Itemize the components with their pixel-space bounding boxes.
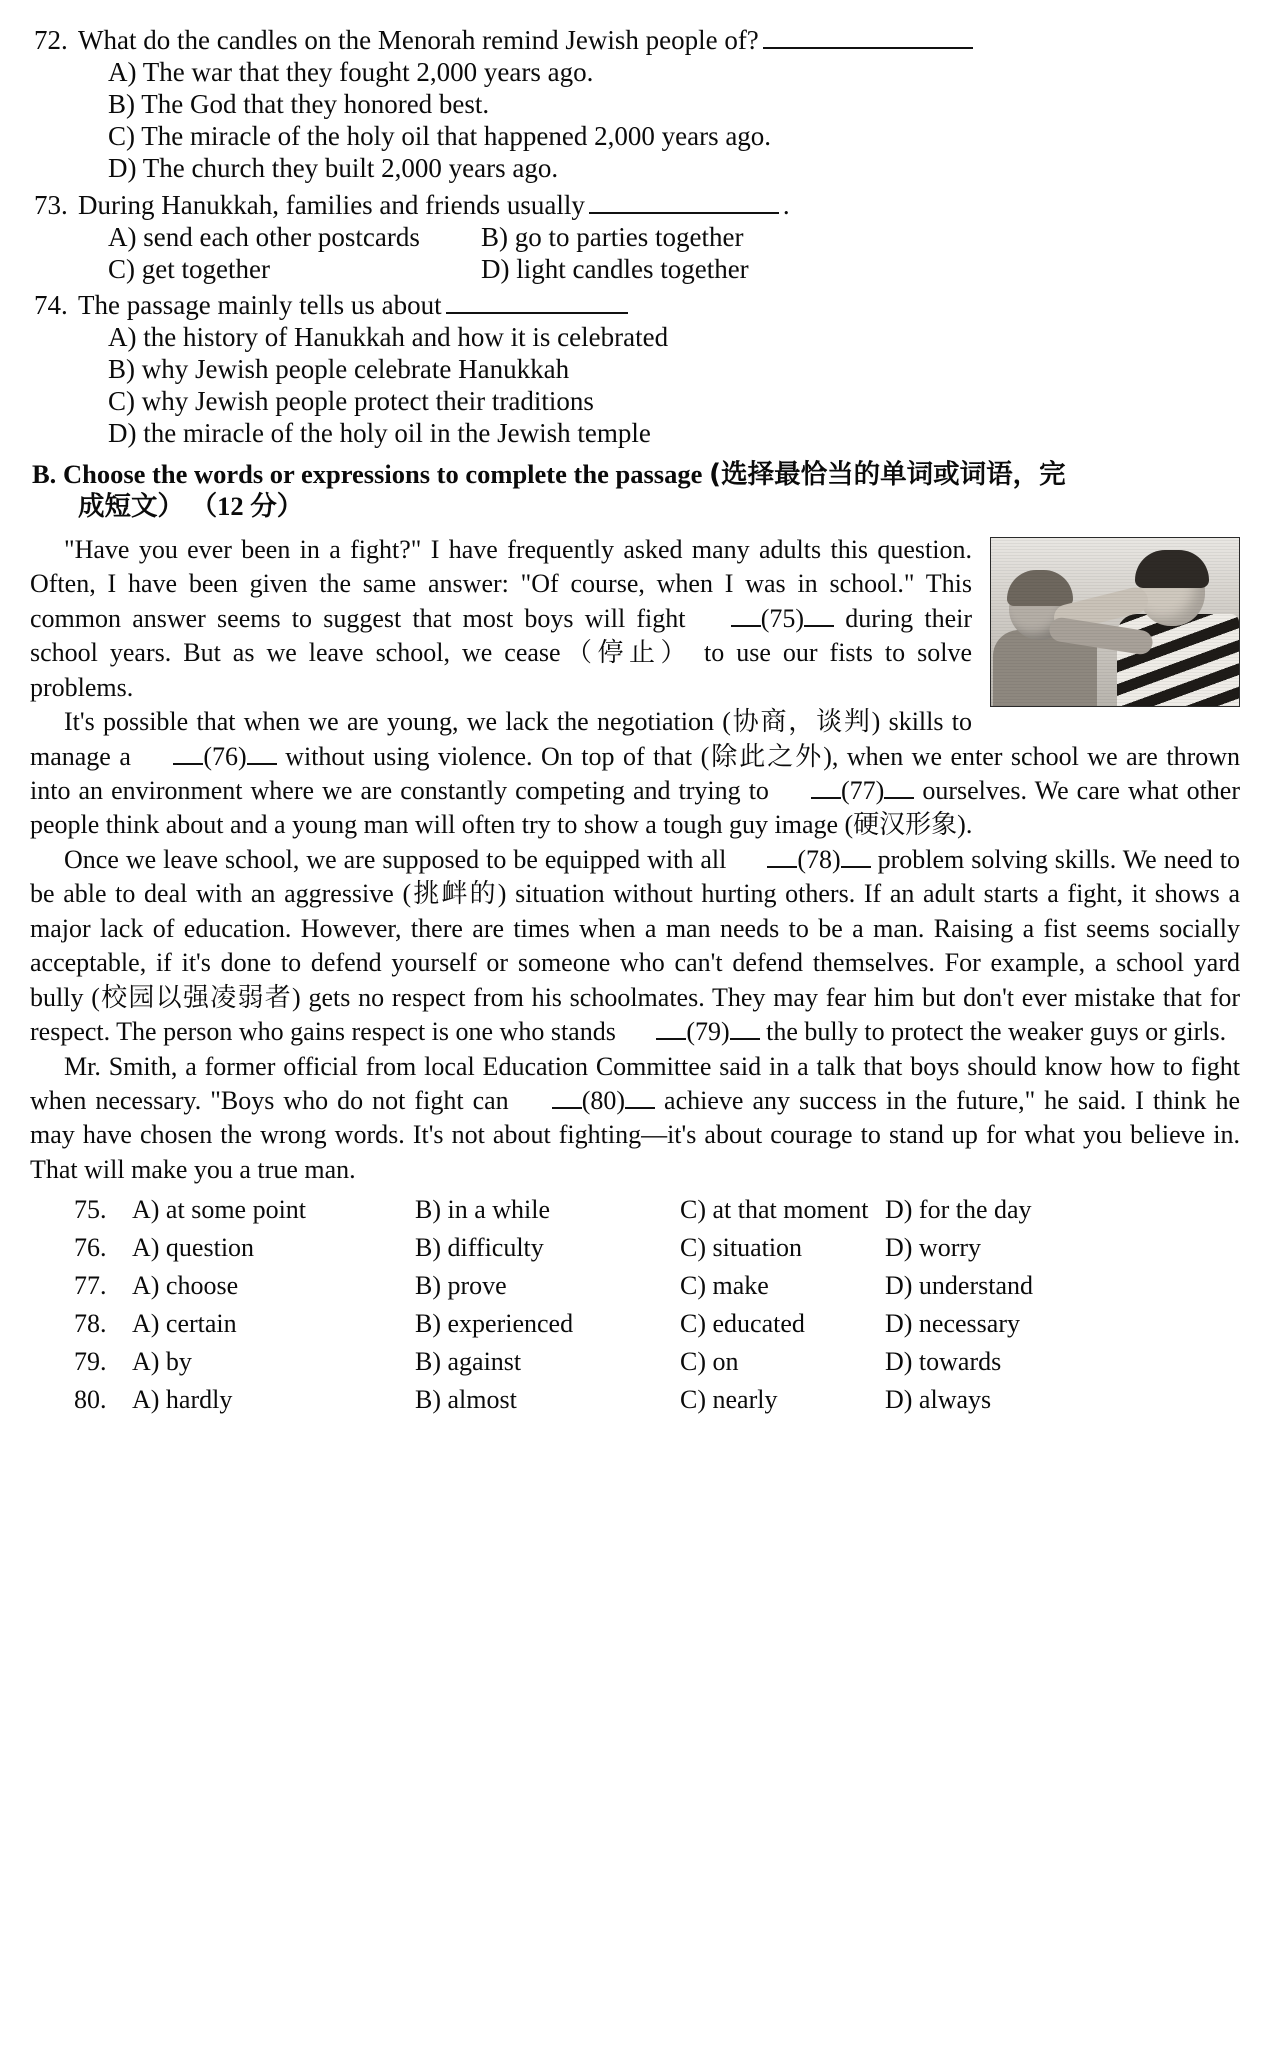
passage-p1-text-a: "Have you ever been in a fight?" I have frequently asked many adults this question. Often, I have been given the same answer: "Of course, when I was in school." This common answer seems to suggest that most boys will fight	[30, 534, 972, 633]
answer-row-76-number: 76.	[74, 1233, 107, 1263]
passage-p2-text-c: ourselves. We care what other people think about and a young man will often try to show a tough guy image (硬汉形象).	[30, 776, 1240, 840]
question-73-stem-tail: .	[782, 189, 790, 220]
cloze-blank-80-label: (80)	[581, 1085, 626, 1115]
answer-row-79-number: 79.	[74, 1347, 107, 1377]
question-74-option-a[interactable]: A) the history of Hanukkah and how it is celebrated	[108, 322, 669, 353]
passage-p1-text-b: during their school years. But as we leave school, we cease（停止） to use our fists to solve problems.	[30, 603, 972, 702]
answer-row-75-option-c[interactable]: C) at that moment	[680, 1195, 869, 1225]
answer-row-80-option-b[interactable]: B) almost	[415, 1385, 517, 1415]
answer-row-78	[74, 1311, 1240, 1337]
cloze-blank-78-label: (78)	[797, 844, 841, 874]
question-72	[30, 22, 1240, 182]
answer-row-80-option-a[interactable]: A) hardly	[132, 1385, 233, 1415]
passage-paragraph-2	[30, 705, 1240, 843]
section-b-marks: （12 分）	[190, 491, 304, 522]
question-74-option-b[interactable]: B) why Jewish people celebrate Hanukkah	[108, 354, 570, 385]
passage-p3-text-b: problem solving skills. We need to be able to deal with an aggressive (挑衅的) situation without hurting others. If an adult starts a fight, it shows a major lack of education. However, there are times when a man needs to be a man. Raising a fist seems socially acceptable, if it's done to defend yourself or someone who can't defend themselves. For example, a school yard bully (校园以强凌弱者) gets no respect from his schoolmates. They may fear him but don't ever mistake that for respect. The person who gains respect is one who stands	[30, 844, 1240, 1047]
answer-row-77-option-b[interactable]: B) prove	[415, 1271, 507, 1301]
answer-row-76-option-a[interactable]: A) question	[132, 1233, 255, 1263]
answer-row-75-number: 75.	[74, 1195, 107, 1225]
question-73-answer-blank[interactable]	[589, 187, 779, 214]
question-72-text: What do the candles on the Menorah remind Jewish people of?	[78, 24, 759, 55]
answer-row-77-option-a[interactable]: A) choose	[132, 1271, 239, 1301]
answer-row-79	[74, 1349, 1240, 1375]
question-73-stem	[30, 187, 1240, 219]
question-72-option-b[interactable]: B) The God that they honored best.	[108, 88, 490, 119]
cloze-blank-78[interactable]	[733, 843, 870, 877]
answer-row-78-option-a[interactable]: A) certain	[132, 1309, 237, 1339]
answer-row-76-option-b[interactable]: B) difficulty	[415, 1233, 544, 1263]
answer-row-78-option-c[interactable]: C) educated	[680, 1309, 805, 1339]
section-b-title-en: Choose the words or expressions to complete the passage	[62, 459, 703, 490]
cloze-passage	[30, 533, 1240, 1187]
passage-p4-text-b: achieve any success in the future," he said. I think he may have chosen the wrong words. It's not about fighting—it's about courage to stand up for what you believe in. That will make you a true man.	[30, 1085, 1240, 1184]
cloze-blank-79-label: (79)	[686, 1017, 730, 1047]
answer-row-77-option-c[interactable]: C) make	[680, 1271, 769, 1301]
answer-row-80-option-d[interactable]: D) always	[885, 1385, 992, 1415]
question-72-option-d[interactable]: D) The church they built 2,000 years ago.	[108, 152, 559, 183]
question-72-option-a[interactable]: A) The war that they fought 2,000 years ago.	[108, 56, 594, 87]
answer-row-76	[74, 1235, 1240, 1261]
question-73-number: 73.	[34, 189, 68, 220]
cloze-blank-79[interactable]	[622, 1015, 759, 1049]
question-73-text: During Hanukkah, families and friends usually	[78, 189, 585, 220]
answer-row-80-number: 80.	[74, 1385, 107, 1415]
question-73-option-d[interactable]: D) light candles together	[481, 253, 749, 284]
cloze-blank-76[interactable]	[139, 740, 276, 774]
cloze-blank-75[interactable]	[697, 602, 834, 636]
answer-row-77-option-d[interactable]: D) understand	[885, 1271, 1034, 1301]
cloze-blank-76-label: (76)	[203, 741, 247, 771]
answer-row-75-option-b[interactable]: B) in a while	[415, 1195, 551, 1225]
passage-photo-two-boys-fighting	[990, 537, 1240, 707]
section-b-title-cn-open: (选择最恰当的单词或词语，完	[708, 459, 1066, 491]
answer-row-79-option-b[interactable]: B) against	[415, 1347, 522, 1377]
question-74-number: 74.	[34, 290, 68, 321]
passage-paragraph-3	[30, 843, 1240, 1050]
question-74-option-c[interactable]: C) why Jewish people protect their traditions	[108, 386, 594, 417]
cloze-blank-75-label: (75)	[760, 603, 805, 633]
section-b-heading-line2	[32, 491, 1240, 523]
passage-p2-text-b: without using violence. On top of that (除此之外), when we enter school we are thrown into an environment where we are constantly competing and trying to	[30, 741, 1240, 806]
question-73-option-c[interactable]: C) get together	[108, 253, 270, 284]
answer-row-77-number: 77.	[74, 1271, 107, 1301]
passage-p4-text-a: Mr. Smith, a former official from local Education Committee said in a talk that boys should know how to fight when necessary. "Boys who do not fight can	[30, 1051, 1240, 1115]
passage-paragraph-4	[30, 1050, 1240, 1188]
section-b-label: B.	[32, 459, 57, 490]
answer-row-80	[74, 1387, 1240, 1413]
answer-row-77	[74, 1273, 1240, 1299]
question-72-stem	[30, 22, 1240, 54]
answer-row-78-option-d[interactable]: D) necessary	[885, 1309, 1020, 1339]
cloze-answer-options	[30, 1197, 1240, 1413]
question-74-stem	[30, 288, 1240, 320]
question-73-option-b[interactable]: B) go to parties together	[481, 221, 744, 252]
question-73-option-a[interactable]: A) send each other postcards	[108, 221, 420, 252]
passage-p3-text-c: the bully to protect the weaker guys or girls.	[759, 1017, 1227, 1047]
question-72-answer-blank[interactable]	[763, 22, 973, 49]
photo-grain-overlay	[991, 538, 1239, 706]
question-72-option-c[interactable]: C) The miracle of the holy oil that happened 2,000 years ago.	[108, 120, 772, 151]
question-73-options-row-2	[30, 253, 1240, 284]
passage-p2-text-a: It's possible that when we are young, we lack the negotiation (协商，谈判) skills to manage a	[30, 707, 972, 771]
answer-row-76-option-d[interactable]: D) worry	[885, 1233, 982, 1263]
answer-row-78-option-b[interactable]: B) experienced	[415, 1309, 574, 1339]
cloze-blank-80[interactable]	[518, 1084, 655, 1118]
passage-p3-text-a: Once we leave school, we are supposed to be equipped with all	[64, 844, 734, 874]
answer-row-79-option-d[interactable]: D) towards	[885, 1347, 1002, 1377]
question-73	[30, 187, 1240, 283]
answer-row-75-option-d[interactable]: D) for the day	[885, 1195, 1032, 1225]
question-74-answer-blank[interactable]	[446, 288, 628, 315]
section-b-title-cn-cont: 成短文）	[78, 491, 184, 523]
question-72-number: 72.	[34, 24, 68, 55]
section-b-heading	[30, 459, 1240, 522]
question-73-options-row-1	[30, 221, 1240, 252]
question-74-text: The passage mainly tells us about	[78, 290, 442, 321]
answer-row-75	[74, 1197, 1240, 1223]
answer-row-79-option-c[interactable]: C) on	[680, 1347, 739, 1377]
answer-row-75-option-a[interactable]: A) at some point	[132, 1195, 307, 1225]
answer-row-79-option-a[interactable]: A) by	[132, 1347, 192, 1377]
answer-row-78-number: 78.	[74, 1309, 107, 1339]
answer-row-76-option-c[interactable]: C) situation	[680, 1233, 803, 1263]
answer-row-80-option-c[interactable]: C) nearly	[680, 1385, 778, 1415]
cloze-blank-77-label: (77)	[840, 776, 885, 806]
question-74-option-d[interactable]: D) the miracle of the holy oil in the Jewish temple	[108, 418, 651, 449]
cloze-blank-77[interactable]	[777, 774, 914, 808]
question-74	[30, 288, 1240, 448]
